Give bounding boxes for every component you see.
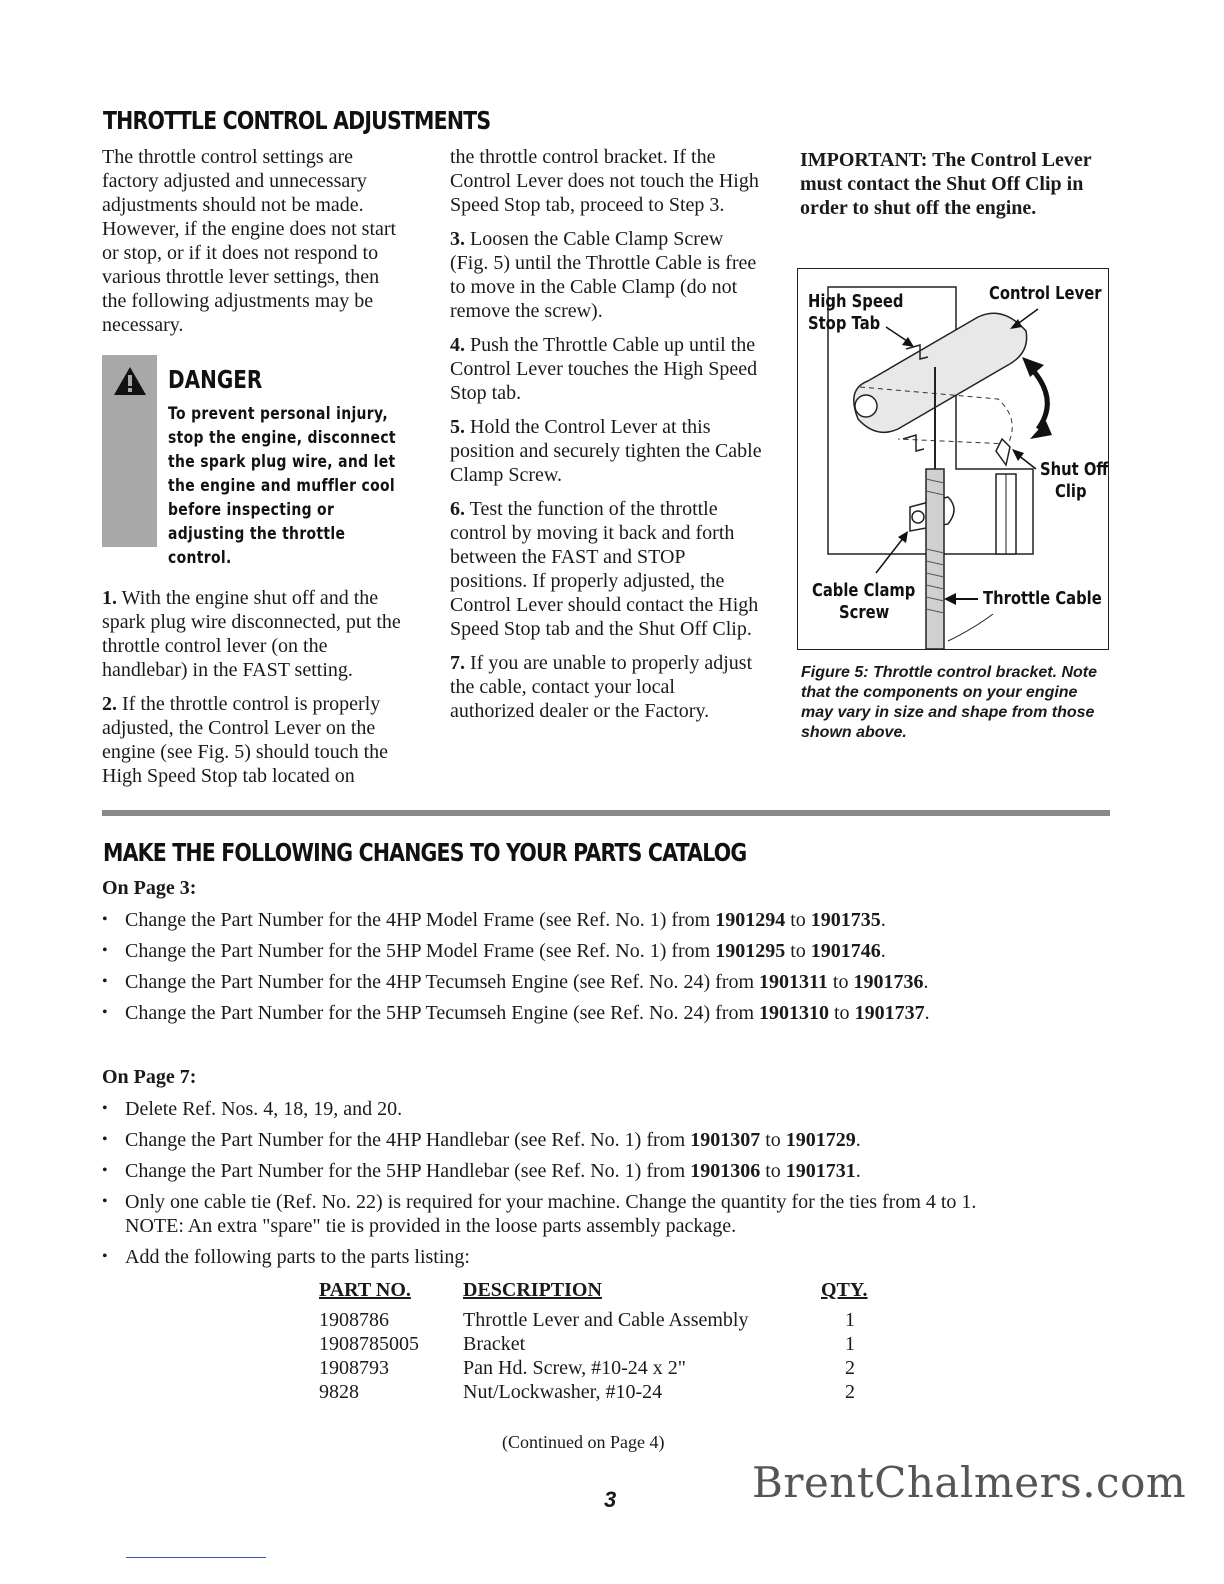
label-screw: Screw xyxy=(839,602,890,623)
parts-table xyxy=(319,1278,868,1404)
part-number: 9828 xyxy=(319,1381,359,1403)
table-row xyxy=(319,1380,868,1404)
part-number: 1908786 xyxy=(319,1309,389,1331)
throttle-intro: The throttle control settings are factory adjusted and unnecessary adjustments should not be made. However, if the engine does not start or stop, or if it does not respond to various throttle lever settings, then the following adjustments may be necessary. xyxy=(102,146,397,336)
footer-line xyxy=(126,1557,266,1558)
change-item: • Add the following parts to the parts listing: xyxy=(102,1245,1112,1269)
watermark: BrentChalmers.com xyxy=(752,1458,1187,1507)
danger-title: DANGER xyxy=(168,365,263,394)
change-item: • Change the Part Number for the 5HP Tecumseh Engine (see Ref. No. 24) from 1901310 to 1901737. xyxy=(102,1001,1112,1025)
table-row xyxy=(319,1332,868,1356)
section-divider xyxy=(102,810,1110,816)
label-throttle-cable: Throttle Cable xyxy=(983,588,1102,609)
continued-note: (Continued on Page 4) xyxy=(502,1432,665,1452)
change-item: • Change the Part Number for the 5HP Handlebar (see Ref. No. 1) from 1901306 to 1901731. xyxy=(102,1159,1112,1183)
step-7: 7. If you are unable to properly adjust the cable, contact your local authorized dealer or the Factory. xyxy=(450,652,753,722)
header-part-no: PART NO. xyxy=(319,1279,411,1301)
label-shut-off: Shut Off xyxy=(1040,459,1109,480)
table-row xyxy=(319,1356,868,1380)
page-3-label: On Page 3: xyxy=(102,877,197,899)
danger-sidebar xyxy=(102,355,157,547)
part-description: Bracket xyxy=(463,1333,526,1355)
important-note: IMPORTANT: The Control Lever must contact the Shut Off Clip in order to shut off the engine. xyxy=(800,149,1092,219)
step-2: 2. If the throttle control is properly adjusted, the Control Lever on the engine (see Fig. 5) should touch the High Speed Stop tab located on xyxy=(102,693,389,787)
step-4: 4. Push the Throttle Cable up until the Control Lever touches the High Speed Stop tab. xyxy=(450,334,758,404)
danger-text: To prevent personal injury, stop the engine, disconnect the spark plug wire, and let the engine and muffler cool before inspecting or adjusting the throttle control. xyxy=(168,404,396,568)
part-qty: 2 xyxy=(845,1381,855,1403)
label-clip: Clip xyxy=(1055,481,1087,502)
step-2-continued: the throttle control bracket. If the Control Lever does not touch the High Speed Stop tab, proceed to Step 3. xyxy=(450,146,759,216)
header-qty: QTY. xyxy=(821,1279,868,1301)
table-row xyxy=(319,1308,868,1332)
page-7-changes xyxy=(102,1097,1112,1276)
step-3: 3. Loosen the Cable Clamp Screw (Fig. 5) until the Throttle Cable is free to move in the Cable Clamp (do not remove the screw). xyxy=(450,228,757,322)
section-heading-throttle: THROTTLE CONTROL ADJUSTMENTS xyxy=(103,106,491,135)
page-3-changes xyxy=(102,908,1112,1032)
change-item: • Change the Part Number for the 4HP Handlebar (see Ref. No. 1) from 1901307 to 1901729. xyxy=(102,1128,1112,1152)
page-7-label: On Page 7: xyxy=(102,1066,197,1088)
step-6: 6. Test the function of the throttle control by moving it back and forth between the FAST and STOP positions. If properly adjusted, the Control Lever should contact the High Speed Stop tab and the Shut Off Clip. xyxy=(450,498,759,640)
header-description: DESCRIPTION xyxy=(463,1279,602,1301)
figure-5-caption: Figure 5: Throttle control bracket. Note that the components on your engine may vary in size and shape from those shown above. xyxy=(801,664,1098,741)
page-number: 3 xyxy=(604,1487,617,1512)
part-description: Throttle Lever and Cable Assembly xyxy=(463,1309,749,1331)
section-heading-catalog: MAKE THE FOLLOWING CHANGES TO YOUR PARTS CATALOG xyxy=(103,838,747,867)
change-item: • Change the Part Number for the 4HP Model Frame (see Ref. No. 1) from 1901294 to 1901735. xyxy=(102,908,1112,932)
parts-table-header xyxy=(319,1278,868,1308)
warning-icon xyxy=(112,365,148,397)
part-number: 1908793 xyxy=(319,1357,389,1379)
change-item: • Change the Part Number for the 5HP Model Frame (see Ref. No. 1) from 1901295 to 1901746. xyxy=(102,939,1112,963)
part-number: 1908785005 xyxy=(319,1333,419,1355)
steps-column-2 xyxy=(450,145,764,733)
label-stop-tab: Stop Tab xyxy=(808,313,881,334)
label-control-lever: Control Lever xyxy=(989,283,1102,304)
change-item: • Only one cable tie (Ref. No. 22) is required for your machine. Change the quantity for the ties from 4 to 1. NOTE: An extra "spare" tie is provided in the loose parts assembly package. xyxy=(102,1190,1112,1238)
part-qty: 1 xyxy=(845,1333,855,1355)
figure-5-box xyxy=(797,268,1109,650)
change-item: • Change the Part Number for the 4HP Tecumseh Engine (see Ref. No. 24) from 1901311 to 1901736. xyxy=(102,970,1112,994)
label-cable-clamp: Cable Clamp xyxy=(812,580,916,601)
step-1: 1. With the engine shut off and the spark plug wire disconnected, put the throttle control lever (on the handlebar) in the FAST setting. xyxy=(102,587,401,681)
part-qty: 1 xyxy=(845,1309,855,1331)
part-qty: 2 xyxy=(845,1357,855,1379)
label-high-speed: High Speed xyxy=(808,291,904,312)
change-item: • Delete Ref. Nos. 4, 18, 19, and 20. xyxy=(102,1097,1112,1121)
part-description: Pan Hd. Screw, #10-24 x 2" xyxy=(463,1357,686,1379)
steps-column-1 xyxy=(102,586,414,798)
step-5: 5. Hold the Control Lever at this position and securely tighten the Cable Clamp Screw. xyxy=(450,416,762,486)
part-description: Nut/Lockwasher, #10-24 xyxy=(463,1381,663,1403)
